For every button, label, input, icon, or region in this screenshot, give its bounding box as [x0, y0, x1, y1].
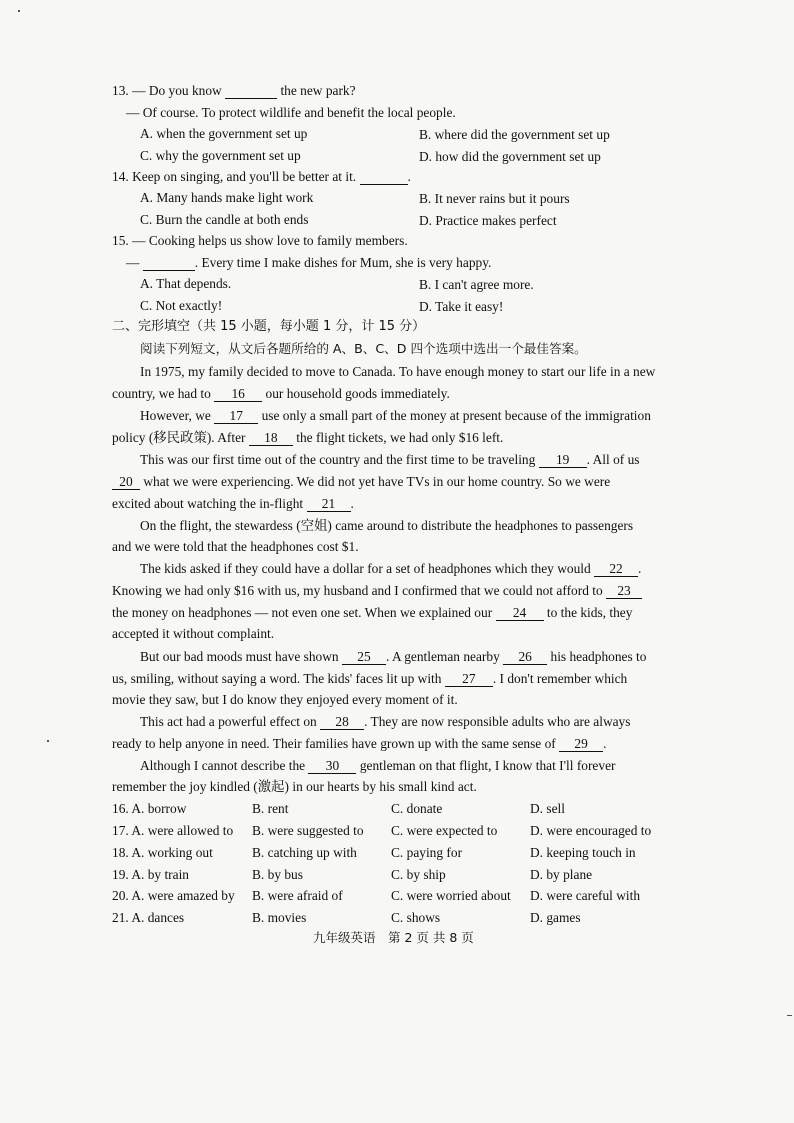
option-14-d: D. Practice makes perfect — [419, 213, 557, 228]
option-15-b: B. I can't agree more. — [419, 277, 534, 292]
passage-line — [140, 407, 651, 425]
passage-text: The kids asked if they could have a dollar for a set of headphones which they would — [140, 561, 591, 576]
question-text: 13. — Do you know — [112, 83, 222, 98]
answer-blank — [360, 169, 408, 185]
passage-line — [140, 757, 615, 775]
question-text: 14. Keep on singing, and you'll be better at it. — [112, 169, 357, 184]
passage-text: gentleman on that flight, I know that I'll forever — [359, 758, 616, 773]
option-13-a: A. when the government set up — [140, 126, 308, 141]
blank-17: 17 — [214, 408, 258, 424]
option-16-a: 16. A. borrow — [112, 801, 187, 816]
option-20-c: C. were worried about — [391, 888, 511, 903]
answer-blank — [225, 83, 277, 99]
passage-line — [140, 648, 646, 666]
scan-speck — [18, 10, 20, 12]
scan-speck — [47, 740, 49, 742]
question-13-reply: — Of course. To protect wildlife and benefit the local people. — [126, 105, 456, 120]
option-20-a: 20. A. were amazed by — [112, 888, 235, 903]
passage-line — [140, 560, 641, 578]
passage-text: . — [638, 561, 642, 576]
blank-21: 21 — [307, 496, 351, 512]
option-21-b: B. movies — [252, 910, 307, 925]
option-14-c: C. Burn the candle at both ends — [140, 212, 309, 227]
passage-text: his headphones to — [550, 649, 647, 664]
passage-line — [112, 735, 606, 753]
option-16-d: D. sell — [530, 801, 565, 816]
passage-line — [140, 451, 640, 469]
option-15-a: A. That depends. — [140, 276, 232, 291]
blank-26: 26 — [503, 649, 547, 665]
blank-30: 30 — [308, 758, 356, 774]
passage-text: However, we — [140, 408, 211, 423]
option-13-b: B. where did the government set up — [419, 127, 610, 142]
option-20-b: B. were afraid of — [252, 888, 343, 903]
option-17-c: C. were expected to — [391, 823, 498, 838]
passage-line: accepted it without complaint. — [112, 626, 275, 641]
option-17-b: B. were suggested to — [252, 823, 364, 838]
option-17-d: D. were encouraged to — [530, 823, 652, 838]
passage-line: and we were told that the headphones cost $1. — [112, 539, 359, 554]
option-21-d: D. games — [530, 910, 581, 925]
passage-text: country, we had to — [112, 386, 211, 401]
question-text: — — [126, 255, 140, 270]
option-13-c: C. why the government set up — [140, 148, 301, 163]
page-footer: 九年级英语 第 2 页 共 8 页 — [313, 930, 474, 945]
option-15-c: C. Not exactly! — [140, 298, 223, 313]
blank-24: 24 — [496, 605, 544, 621]
question-13-stem — [112, 82, 356, 100]
passage-line: movie they saw, but I do know they enjoyed every moment of it. — [112, 692, 458, 707]
section-instruction: 阅读下列短文，从文后各题所给的 A、B、C、D 四个选项中选出一个最佳答案。 — [140, 341, 587, 356]
option-16-b: B. rent — [252, 801, 289, 816]
passage-text: policy (移民政策). After — [112, 430, 246, 445]
option-13-d: D. how did the government set up — [419, 149, 601, 164]
option-21-c: C. shows — [391, 910, 441, 925]
option-19-c: C. by ship — [391, 867, 446, 882]
option-19-d: D. by plane — [530, 867, 593, 882]
passage-text: But our bad moods must have shown — [140, 649, 339, 664]
passage-line — [112, 670, 627, 688]
passage-text: what we were experiencing. We did not yet have TVs in our home country. So we were — [143, 474, 611, 489]
passage-text: excited about watching the in-flight — [112, 496, 304, 511]
blank-22: 22 — [594, 561, 638, 577]
blank-23: 23 — [606, 583, 642, 599]
blank-19: 19 — [539, 452, 587, 468]
blank-28: 28 — [320, 714, 364, 730]
passage-line — [112, 385, 450, 403]
blank-16: 16 — [214, 386, 262, 402]
passage-text: . A gentleman nearby — [385, 649, 500, 664]
passage-line — [112, 495, 354, 513]
passage-line: remember the joy kindled (激起) in our hearts by his small kind act. — [112, 779, 477, 794]
passage-text: This act had a powerful effect on — [140, 714, 317, 729]
passage-text: Although I cannot describe the — [140, 758, 306, 773]
section-title: 二、完形填空（共 15 小题，每小题 1 分，计 15 分） — [112, 319, 426, 334]
blank-29: 29 — [559, 736, 603, 752]
option-16-c: C. donate — [391, 801, 443, 816]
option-19-b: B. by bus — [252, 867, 303, 882]
answer-blank — [143, 255, 195, 271]
option-21-a: 21. A. dances — [112, 910, 185, 925]
passage-text: the flight tickets, we had only $16 left. — [296, 430, 504, 445]
question-14-stem — [112, 168, 411, 186]
passage-text: . — [350, 496, 354, 511]
passage-line — [112, 604, 632, 622]
question-15-stem: 15. — Cooking helps us show love to family members. — [112, 233, 408, 248]
option-18-c: C. paying for — [391, 845, 463, 860]
question-text: . Every time I make dishes for Mum, she is very happy. — [194, 255, 492, 270]
passage-text: . — [603, 736, 607, 751]
passage-line — [112, 429, 503, 447]
passage-text: to the kids, they — [546, 605, 633, 620]
passage-text: use only a small part of the money at present because of the immigration — [261, 408, 651, 423]
option-14-a: A. Many hands make light work — [140, 190, 314, 205]
passage-line — [140, 713, 630, 731]
passage-text: . They are now responsible adults who are always — [364, 714, 631, 729]
option-18-b: B. catching up with — [252, 845, 357, 860]
blank-27: 27 — [445, 671, 493, 687]
passage-text: . I don't remember which — [492, 671, 628, 686]
passage-text: the money on headphones — not even one set. When we explained our — [112, 605, 493, 620]
option-14-b: B. It never rains but it pours — [419, 191, 570, 206]
passage-line: On the flight, the stewardess (空姐) came around to distribute the headphones to passengers — [140, 518, 634, 533]
blank-20: 20 — [112, 474, 140, 490]
option-15-d: D. Take it easy! — [419, 299, 504, 314]
question-text: . — [407, 169, 411, 184]
option-18-d: D. keeping touch in — [530, 845, 636, 860]
blank-25: 25 — [342, 649, 386, 665]
option-19-a: 19. A. by train — [112, 867, 189, 882]
question-15-reply — [126, 254, 491, 272]
option-18-a: 18. A. working out — [112, 845, 213, 860]
passage-text: our household goods immediately. — [265, 386, 450, 401]
option-20-d: D. were careful with — [530, 888, 641, 903]
scan-speck — [787, 1015, 792, 1016]
blank-18: 18 — [249, 430, 293, 446]
passage-line: In 1975, my family decided to move to Canada. To have enough money to start our life in a new — [140, 364, 656, 379]
passage-line — [112, 582, 642, 600]
question-text: the new park? — [280, 83, 356, 98]
option-17-a: 17. A. were allowed to — [112, 823, 234, 838]
passage-text: us, smiling, without saying a word. The kids' faces lit up with — [112, 671, 442, 686]
passage-text: Knowing we had only $16 with us, my husband and I confirmed that we could not afford to — [112, 583, 603, 598]
passage-text: . All of us — [586, 452, 640, 467]
passage-line — [112, 473, 610, 491]
passage-text: This was our first time out of the country and the first time to be traveling — [140, 452, 536, 467]
passage-text: ready to help anyone in need. Their families have grown up with the same sense of — [112, 736, 556, 751]
